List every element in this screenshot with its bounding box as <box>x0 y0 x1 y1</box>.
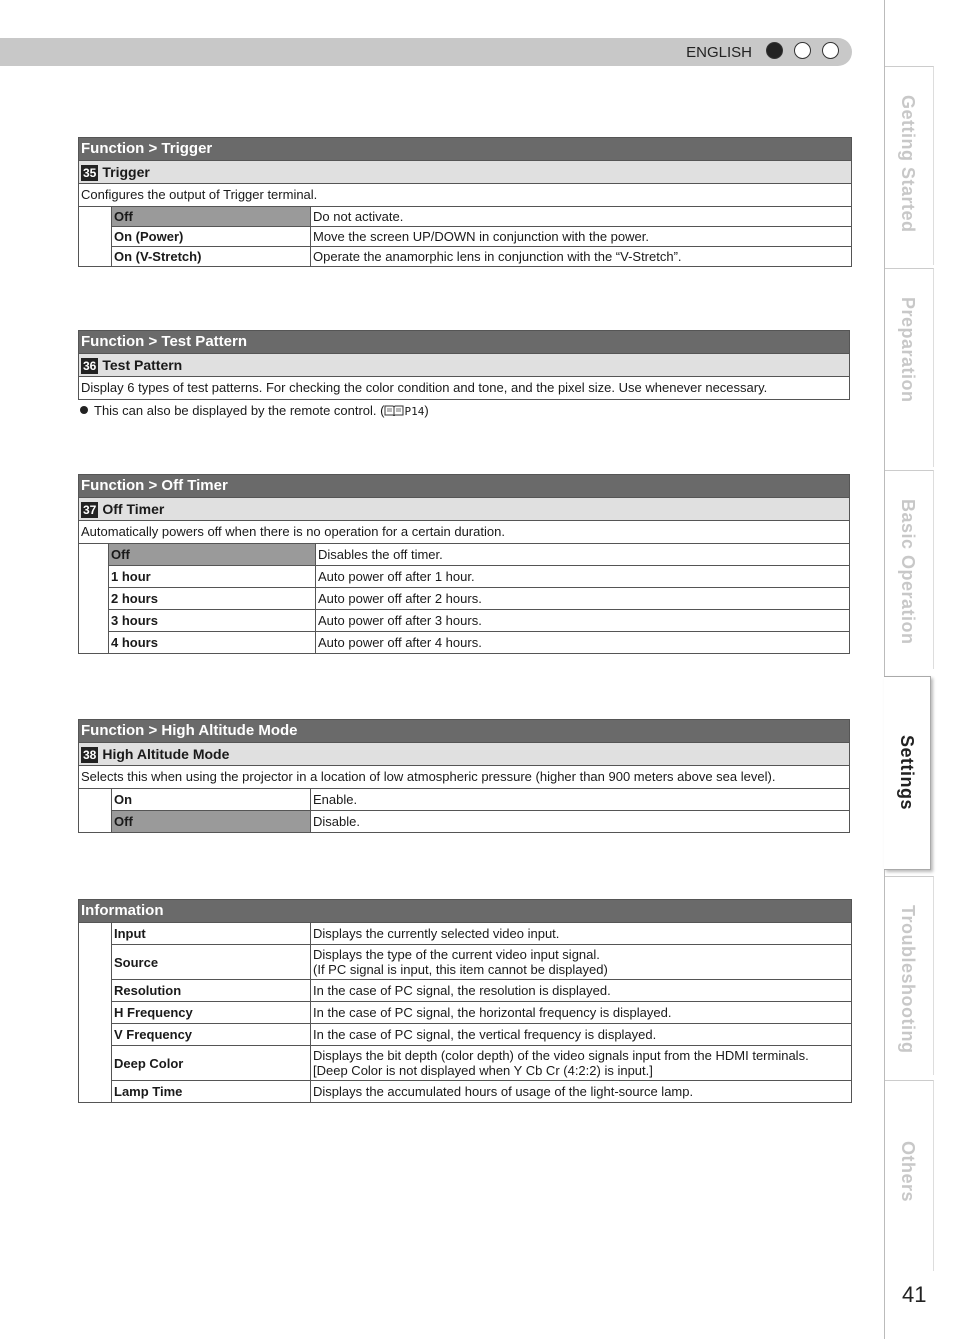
page-indicator-dot <box>794 42 811 59</box>
option-name-default: Off <box>109 544 316 566</box>
section-description: Selects this when using the projector in a location of low atmospheric pressure (higher than 900 meters above sea level). <box>79 766 849 789</box>
table-row <box>79 588 849 610</box>
info-desc-line: Displays the type of the current video input signal. <box>313 947 600 962</box>
table-row <box>79 610 849 632</box>
info-desc: In the case of PC signal, the vertical frequency is displayed. <box>311 1024 852 1046</box>
option-desc: Disables the off timer. <box>316 544 850 566</box>
table-row <box>79 566 849 588</box>
option-desc: Auto power off after 1 hour. <box>316 566 850 588</box>
item-number-badge: 36 <box>83 359 97 373</box>
table-row <box>79 1046 851 1081</box>
tab-settings[interactable] <box>884 676 931 870</box>
section-title: Function > Off Timer <box>79 475 849 498</box>
table-row <box>79 247 851 267</box>
info-desc: Displays the currently selected video input. <box>311 923 852 945</box>
option-desc: Auto power off after 4 hours. <box>316 632 850 654</box>
option-desc: Auto power off after 3 hours. <box>316 610 850 632</box>
section-subtitle <box>79 743 849 766</box>
indent-cell <box>79 544 109 653</box>
table-row <box>79 811 849 833</box>
info-desc <box>311 1046 852 1081</box>
info-desc: In the case of PC signal, the resolution is displayed. <box>311 980 852 1002</box>
section-title: Function > High Altitude Mode <box>79 720 849 743</box>
tab-label: Basic Operation <box>898 499 918 645</box>
option-desc: Disable. <box>311 811 850 833</box>
info-name: Source <box>112 945 311 980</box>
tab-troubleshooting[interactable] <box>885 876 934 1075</box>
option-desc: Do not activate. <box>311 207 852 227</box>
tab-getting-started[interactable] <box>885 66 934 265</box>
section-title: Function > Trigger <box>79 138 851 161</box>
option-name: On (Power) <box>112 227 311 247</box>
table-row <box>79 632 849 654</box>
indent-cell <box>79 923 112 1102</box>
subtitle-text: High Altitude Mode <box>102 746 230 762</box>
tab-label: Getting Started <box>898 95 918 233</box>
option-name: 4 hours <box>109 632 316 654</box>
options-table <box>79 789 849 832</box>
section-subtitle <box>79 354 849 377</box>
table-row <box>79 923 851 945</box>
option-name-default: Off <box>112 811 311 833</box>
table-row <box>79 980 851 1002</box>
options-table <box>79 207 851 266</box>
info-desc-line: [Deep Color is not displayed when Y Cb Cr (4:2:2) is input.] <box>313 1063 653 1078</box>
info-desc: In the case of PC signal, the horizontal frequency is displayed. <box>311 1002 852 1024</box>
option-name: On <box>112 789 311 811</box>
option-desc: Operate the anamorphic lens in conjunction with the “V-Stretch”. <box>311 247 852 267</box>
info-desc-line: Displays the bit depth (color depth) of the video signals input from the HDMI terminals. <box>313 1048 809 1063</box>
tab-preparation[interactable] <box>885 268 934 467</box>
note-text-end: ) <box>424 403 429 418</box>
note <box>80 403 429 418</box>
tab-others[interactable] <box>885 1080 934 1271</box>
section-information <box>78 899 852 1103</box>
table-row <box>79 945 851 980</box>
tab-label: Others <box>898 1141 918 1203</box>
note-text: This can also be displayed by the remote control. ( <box>94 403 385 418</box>
info-desc <box>311 945 852 980</box>
item-number-badge: 37 <box>83 503 97 517</box>
language-label: ENGLISH <box>686 44 752 61</box>
section-title: Information <box>79 900 851 923</box>
section-subtitle <box>79 161 851 184</box>
subtitle-text: Trigger <box>102 164 150 180</box>
info-desc: Displays the accumulated hours of usage of the light-source lamp. <box>311 1081 852 1103</box>
option-desc: Auto power off after 2 hours. <box>316 588 850 610</box>
section-description: Display 6 types of test patterns. For checking the color condition and tone, and the pixel size. Use whenever necessary. <box>81 380 768 395</box>
header-bar <box>0 38 852 66</box>
section-high-altitude <box>78 719 850 833</box>
section-test-pattern <box>78 330 850 400</box>
option-desc: Move the screen UP/DOWN in conjunction with the power. <box>311 227 852 247</box>
option-name: 2 hours <box>109 588 316 610</box>
info-name: Deep Color <box>112 1046 311 1081</box>
info-name: Input <box>112 923 311 945</box>
section-subtitle <box>79 498 849 521</box>
tab-label: Troubleshooting <box>898 905 918 1054</box>
info-name: V Frequency <box>112 1024 311 1046</box>
tab-label: Settings <box>897 735 917 811</box>
item-number-badge: 35 <box>83 166 97 180</box>
table-row <box>79 1002 851 1024</box>
indent-cell <box>79 207 112 266</box>
option-name: 1 hour <box>109 566 316 588</box>
page-indicator-dot <box>822 42 839 59</box>
page-number: 41 <box>902 1282 927 1307</box>
book-reference-icon <box>384 405 404 416</box>
tab-basic-operation[interactable] <box>885 470 934 669</box>
section-trigger <box>78 137 852 267</box>
option-name-default: Off <box>112 207 311 227</box>
table-row <box>79 544 849 566</box>
page-reference[interactable]: P14 <box>404 405 425 418</box>
subtitle-text: Test Pattern <box>102 357 183 373</box>
option-desc: Enable. <box>311 789 850 811</box>
info-name: Resolution <box>112 980 311 1002</box>
option-name: 3 hours <box>109 610 316 632</box>
info-desc-line: (If PC signal is input, this item cannot be displayed) <box>313 962 608 977</box>
table-row <box>79 789 849 811</box>
section-description: Automatically powers off when there is no operation for a certain duration. <box>79 521 849 544</box>
page-indicator-dot-filled <box>766 42 783 59</box>
info-name: Lamp Time <box>112 1081 311 1103</box>
tab-label: Preparation <box>898 297 918 403</box>
table-row <box>79 207 851 227</box>
chapter-sidebar <box>884 0 954 1339</box>
section-description: Configures the output of Trigger terminal. <box>79 184 851 207</box>
info-name: H Frequency <box>112 1002 311 1024</box>
indent-cell <box>79 789 112 832</box>
information-table <box>79 923 851 1102</box>
table-row <box>79 1024 851 1046</box>
table-row <box>79 227 851 247</box>
section-title: Function > Test Pattern <box>79 331 849 354</box>
options-table <box>79 544 849 653</box>
option-name: On (V-Stretch) <box>112 247 311 267</box>
subtitle-text: Off Timer <box>102 501 165 517</box>
item-number-badge: 38 <box>83 748 97 762</box>
section-off-timer <box>78 474 850 654</box>
bullet-icon <box>80 406 88 414</box>
table-row <box>79 1081 851 1103</box>
